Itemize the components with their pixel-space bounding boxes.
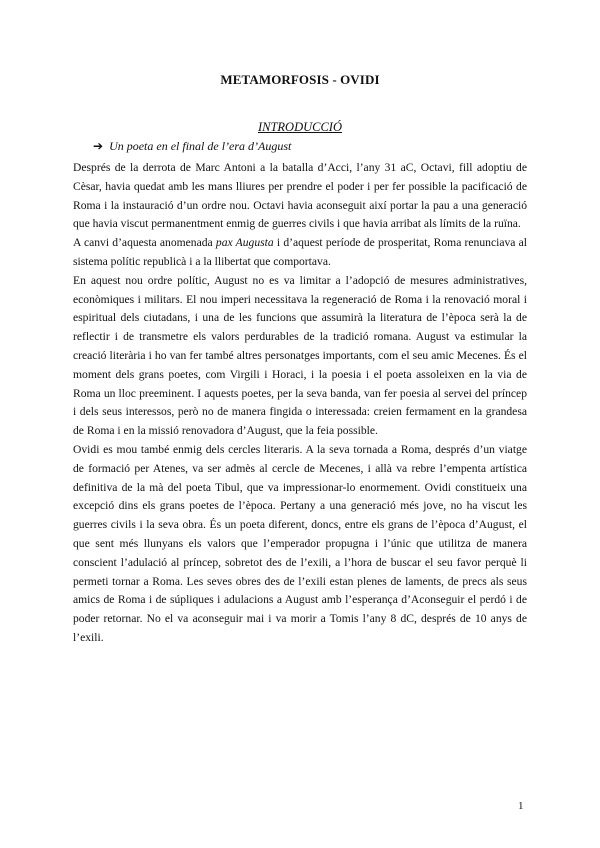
paragraph (73, 272, 527, 441)
paragraph-text: Després de la derrota de Marc Antoni a la batalla d’Acci, l’any 31 aC, Octavi, fill adoptiu de Cèsar, havia quedat amb les mans lliures per prendre el poder i per fer possible la pacificació de Roma i la instauració d’un ordre nou. Octavi havia aconseguit així portar la pau a una generació que havia viscut permanentment enmig de guerres civils i que havia arribat als límits de la ruïna. (73, 161, 527, 231)
arrow-bullet-icon: ➔ (93, 139, 104, 153)
paragraph-text: Ovidi es mou també enmig dels cercles literaris. A la seva tornada a Roma, després d’un viatge de formació per Atenes, va ser admès al cercle de Mecenes, i allà va rebre l’empenta artística definitiva de la mà del poeta Tibul, que va impressionar-lo enormement. Ovidi constitueix una excepció dins els grans poetes de l’època. Pertany a una generació més jove, no ha viscut les guerres civils i la seva obra. És un poeta diferent, doncs, entre els grans de l’època d’August, el que sent més llunyans els valors que l’emperador propugna i l’únic que utilitza de manera conscient l’adulació al príncep, sobretot des de l’exili, a l’hora de buscar el seu favor perquè li permeti tornar a Roma. Les seves obres des de l’exili estan plenes de laments, de precs als seus amics de Roma i de súpliques i adulacions a August amb l’esperança d’Aconseguir el perdó i de poder retornar. No el va aconseguir mai i va morir a Tomis l’any 8 dC, després de 10 anys de l’exili. (73, 442, 527, 644)
paragraph (73, 234, 527, 272)
paragraph (73, 441, 527, 648)
document-title: METAMORFOSIS - OVIDI (220, 72, 380, 87)
paragraph-text: En aquest nou ordre polític, August no es va limitar a l’adopció de mesures administratives, econòmiques i militars. El nou imperi necessitava la regeneració de Roma i la renovació moral i espiritual dels ciutadans, i una de les funcions que assumirà la literatura de l’època serà la de reflectir i de transmetre els valors perdurables de la tradició romana. August va estimular la creació literària i ho van fer també altres personatges importants, com el seu amic Mecenes. És el moment dels grans poetes, com Virgili i Horaci, i la poesia i el poeta assoleixen en la via de Roma un lloc preeminent. I aquests poetes, per la seva banda, van fer poesia al servei del príncep i dels seus interessos, però no de manera fingida o interessada: creien fermament en la grandesa de Roma i en la missió renovadora d’August, que la feia possible. (73, 273, 527, 438)
subheading-text: Un poeta en el final de l’era d’August (109, 139, 292, 153)
document-body (73, 159, 527, 648)
subheading (93, 139, 291, 154)
paragraph-text: A canvi d’aquesta anomenada (73, 236, 216, 250)
section-heading: INTRODUCCIÓ (257, 120, 343, 134)
page-number: 1 (518, 800, 524, 812)
paragraph (73, 159, 527, 234)
paragraph-text: i d’aquest període de prosperitat, Roma renunciava al sistema polític republicà i a la llibertat que comportava. (73, 236, 527, 268)
paragraph-italic-text: pax Augusta (215, 236, 274, 250)
